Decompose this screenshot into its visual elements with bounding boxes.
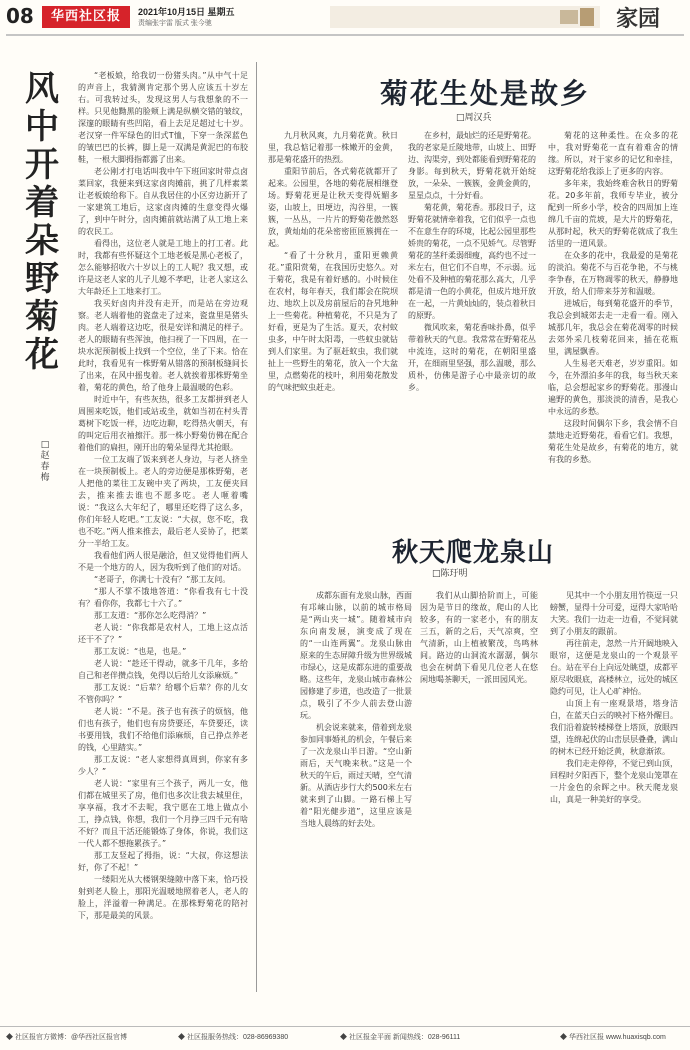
paragraph: 在乡村，最灿烂的还是野菊花。我的老家是丘陵地带，山坡上、田野边、沟渠旁，到处都能看到野菊花的身影。每到秋天，野菊花就开始绽放，一朵朵、一簇簇，金黄金黄的，星星点点，十分好看。 <box>408 131 536 200</box>
paragraph: 那工友说：“老人家想得真周到，你家有多少人？” <box>78 755 248 776</box>
paragraph: 老人说：“家里有三个孩子，两儿一女，他们都在城里买了房，他们也多次让我去城里住，享享福，我才不去呢，我宁愿在工地上做点小工，挣点钱，你想，我们一个月挣三四千元有啥不好？而且干活还能锻炼了身体，你说，我们这一代人都不想拖累孩子。” <box>78 779 248 848</box>
story-title: 风中开着朵野菊花 <box>25 69 59 375</box>
paragraph: 在众多的花中，我最爱的是菊花的淡泊。菊花不与百花争艳，不与桃李争春，在万物凋零的秋天，静静地开放，给人们带来芬芳和温暖。 <box>548 251 678 296</box>
page-header <box>0 0 690 40</box>
story-byline: □陈玗明 <box>432 569 468 579</box>
story-body <box>550 590 678 990</box>
paragraph: 机会说来就来，借着到龙泉参加同事婚礼的机会，午餐后来了一次龙泉山半日游。“空山新雨后，天气晚来秋。”这是一个秋天的午后，雨过天晴，空气清新。从酒店步行大约500米左右就来到了山脚。一路石梯上写着“阳光健步道”，这里应该是当地人晨练的好去处。 <box>300 723 412 828</box>
story-title: 菊花生处是故乡 <box>380 77 591 110</box>
paragraph: 一缕阳光从大楼钢架缝隙中落下来，恰巧投射到老人脸上，那阳光温暖地照着老人，老人的脸上，洋溢着一种满足。在那株野菊花的陪衬下，那是最美的风景。 <box>78 875 248 920</box>
paragraph: 重阳节前后，各式菊花就都开了起来。公园里，各地的菊花展相继登场。野菊花更是让秋天变得妩媚多姿，山坡上，田埂边，沟谷里，一簇簇，一丛丛，一片片的野菊花傲然怒放，黄灿灿的花朵密密匝匝簇拥在一起。 <box>268 167 398 248</box>
header-divider <box>6 34 684 36</box>
story-body <box>420 590 538 990</box>
story-byline: □周汉兵 <box>456 113 492 123</box>
paragraph: 再往前走，忽然一片开阔地映入眼帘，这便是龙泉山的一个观景平台。站在平台上向远处眺望，成都平原尽收眼底，高楼林立，远处的城区隐约可见，让人心旷神怡。 <box>550 639 678 696</box>
paragraph: 见其中一个小朋友用竹筷逗一只螃蟹，显得十分可爱，逗得大家哈哈大笑。我们一边走一边看，不觉间就到了小朋友的跟前。 <box>550 591 678 636</box>
footer-divider <box>0 1026 690 1027</box>
paragraph: 老公刚才打电话叫我中午下班回家时带点卤菜回家，我便来到这家卤肉摊前，挑了几样素菜让老板娘给称下。自从我居住的小区旁边新开了一家建筑工地后，这家卤肉摊的生意变得火爆了，到中午时分，卤肉摊前就站满了从工地上来的农民工。 <box>78 167 248 236</box>
paragraph: 我买好卤肉并没有走开，而是站在旁边观察。老人端着他的瓷盘走了过来，瓷盘里是猪头肉。老人端着这边吃，很是安详和满足的样子。老人的眼睛有些浑浊，他扫视了一下四周，在一块水泥预制板上找到一个空位，坐了下来。恰在此时，我看见有一株野菊从错落的预制板缝间长了出来，在风中摇曳着。老人就挨着那株野菊坐着，菊花的黄色，给了他身上最温暖的色彩。 <box>78 299 248 392</box>
paragraph: 那工友说：“后辈？给哪个后辈？你的儿女不管你吗？” <box>78 683 248 704</box>
section-title: 家园 <box>616 6 661 32</box>
paragraph: “那人不掌不饿地答道：“你看我有七十没有？看你你，我都七十六了。” <box>78 587 248 608</box>
story-body <box>300 590 412 990</box>
brand-logo: 华西社区报 <box>42 6 130 28</box>
paragraph: “老哥子，你满七十没有？”那工友问。 <box>94 575 231 584</box>
paragraph: 老人说：“不是。孩子也有孩子的烦恼，他们也有孩子，他们也有房贷要还，车贷要还，读书要用钱，我们不给他们添麻烦，自己挣点养老的钱，心里踏实。” <box>78 707 248 752</box>
paragraph: 菊花黄，菊花香。那段日子，这野菊花就情牵着我，它们似乎一点也不在意生存的环境，比起公园里那些娇贵的菊花，一点不见娇气。尽管野菊花的茎秆柔弱细瘦，高约也不过一米左右，但它们不自卑，不示弱。远处看不及种植的菊花那么高大，几乎都是清一色的小黄花，但成片地开放在一起，一片黄灿灿的，装点着秋日的原野。 <box>408 203 536 320</box>
paragraph: 菊花的这种柔性。在众多的花中，我对野菊花一直有着难舍的情缘。所以，对于家乡的记忆和牵挂，这野菊花给我添上了更多的内容。 <box>548 131 678 176</box>
issue-date: 2021年10月15日 星期五 <box>138 7 235 17</box>
paragraph: 一位工友端了饭来到老人身边，与老人挤坐在一块预制板上。老人的旁边便是那株野菊，老人把他的菜往工友碗中夹了两块，工友便夹回去，推来推去谁也不愿多吃。老人咂着嘴说：“我这么大年纪了，哪里还吃得了这么多，你们年轻人吃吧。”工友说：“大叔，您不吃，我也不吃。”两人推来推去，最后老人妥协了，把菜分一半给工友。 <box>78 455 248 548</box>
paragraph: 那工友竖起了拇指，说：“大叔，你这想法好，你了不起！” <box>78 851 248 872</box>
footer-website: ◆ 华西社区报 www.huaxisqb.com <box>560 1034 666 1041</box>
paragraph: 进城后，每到菊花盛开的季节，我总会到城郊去走一走看一看。刚入城那几年，我总会在菊花凋零的时候去郊外采几枝菊花回来，插在花瓶里，满屋飘香。 <box>548 299 678 356</box>
paragraph: 那工友道：“那你怎么吃得消？” <box>94 611 207 620</box>
story-body <box>548 130 678 610</box>
paragraph: 那工友说：“也是，也是。” <box>94 647 187 656</box>
story-body <box>78 70 248 970</box>
paragraph: 这段时间偶尔下乡，我会情不自禁地走近野菊花，看看它们。我想，菊花生处是故乡，有菊花的地方，就有我的乡愁。 <box>548 419 678 464</box>
paragraph: 山顶上有一座观景塔，塔身洁白，在蓝天白云的映衬下格外醒目。我们沿着旋转楼梯登上塔顶，放眼四望，连绵起伏的山峦层层叠叠，满山的树木已经开始泛黄，秋意渐浓。 <box>550 699 678 756</box>
paragraph: 我看他们两人很是融洽，但又觉得他们两人不是一个地方的人，因为我听到了他们的对话。 <box>78 551 248 572</box>
editor-credit: 责编张宇雷 版式 张今驰 <box>138 20 212 27</box>
story-body <box>268 130 398 610</box>
paragraph: 微风吹来，菊花香味扑鼻，似乎带着秋天的气息。我常常在野菊花丛中流连，这时的菊花，在朝阳里盛开，在细雨里坚强，那么温暖，那么质朴，仿佛是游子心中最亲切的故乡。 <box>408 323 536 392</box>
footer-weibo: ◆ 社区报官方微博：@华西社区报官博 <box>6 1034 128 1041</box>
paragraph: 我们从山脚拾阶而上，可能因为是节日的缘故，爬山的人比较多，有的一家老小，有的朋友三五，新的之后，天气凉爽，空气清新，山上植被繁茂，鸟鸣林间。路边的山洞流水潺潺，偶尔也会在树荫下看见几位老人在悠闲地喝茶聊天，一派田园风光。 <box>420 591 538 684</box>
footer-hotline: ◆ 社区报服务热线：028-86969380 <box>178 1034 289 1041</box>
paragraph: 人生易老天难老，岁岁重阳。如今，在外漂泊多年的我，每当秋天来临，总会想起家乡的野菊花。那漫山遍野的黄色，那淡淡的清香，是我心中永远的乡愁。 <box>548 359 678 416</box>
paragraph: 老人说：“趁还干得动，就多干几年，多给自己和老伴攒点钱，免得以后给儿女添麻烦。” <box>78 659 248 680</box>
paragraph: 成都东面有龙泉山脉，西面有邛崃山脉，以前的城市格局是“两山夹一城”。随着城市向东向南发展，演变成了现在的“一山连两翼”。龙泉山脉由原来的生态屏障升级为世界级城市绿心，这是成都东进的重要战略。这些年，龙泉山城市森林公园修建了步道，也改造了一批景点，吸引了不少人前去登山游玩。 <box>300 591 412 720</box>
story-byline: □赵春梅 <box>40 440 50 483</box>
decorative-banner <box>330 2 610 32</box>
paragraph: 时近中午，有些灰热，很多工友都拼到老人周围来吃饭，他们或站或坐，就如当初在村头青葛树下吃饭一样，边吃边聊，吃得热火朝天，有的叫定后用衣袖擦汗。那一株小野菊仿佛在配合着他们的扁担，刚开出的菊朵显得尤其抢眼。 <box>78 395 248 452</box>
paragraph: “老板娘，给我切一份猪头肉。”从中气十足的声音上，我猜测肯定那个男人应该五十岁左右。可我转过头，发现这男人与我想象的不一样。只见他黝黑的脸颊上满是纵横交错的皱纹，深邃的眼睛有些凹陷，看上去足足超过七十岁。老汉穿一件军绿色的旧式T恤，下穿一条深蓝色的皱巴巴的长裤，脚上是一双满是黄泥巴的布胶鞋，一根大脚拇指都露了出来。 <box>78 71 248 164</box>
paragraph: 九月秋风爽，九月菊花黄。秋日里，我总惦记着那一株嫩开的金黄，那是菊花盛开的热烈。 <box>268 131 398 164</box>
page-number: 08 <box>6 4 34 28</box>
story-title: 秋天爬龙泉山 <box>392 538 555 568</box>
paragraph: “看了十分秋月，重阳更赖黄花。”重阳赏菊，在我国历史悠久。对于菊花，我是有着好感的。小时候住在农村，每年春天，我们都会在院坝边、地坎上以及房前屋后的旮旯地种上一些菊花。种植菊花，不只是为了好看，更是为了生活。夏天，农村蚊虫多，中午时太阳毒，一些蚊虫就钻到人们家里。为了驱赶蚊虫，我们就扯上一些野生的菊花，放入一个大盆里，点燃菊花的枝叶，利用菊花散发的气味把蚊虫赶走。 <box>268 251 398 392</box>
column-divider <box>256 62 257 992</box>
paragraph: 老人说：“你我都是农村人，工地上这点活还干不了？” <box>78 623 248 644</box>
paragraph: 多年来，我始终难舍秋日的野菊花。20多年前，我师专毕业，被分配到一所乡小学，校舍的四周加上连绵几千亩的荒坡，是大片的野菊花，从那时起，秋天的野菊花就成了我生活里的一道风景。 <box>548 179 678 248</box>
paragraph: 我们走走停停，不觉已到山顶，回程时夕阳西下，整个龙泉山笼罩在一片金色的余晖之中。秋天爬龙泉山，真是一种美好的享受。 <box>550 759 678 804</box>
paragraph: 看得出，这位老人就是工地上的打工者。此时，我都有些怀疑这个工地老板是黑心老板了，怎么能够招收六十岁以上的工人呢？我又想，或许是这老人家的儿子儿媳不孝吧，让老人家这么大年龄还上工地来打工。 <box>78 239 248 296</box>
footer-news-line: ◆ 社区报金平面 新闻热线：028-96111 <box>340 1034 461 1041</box>
